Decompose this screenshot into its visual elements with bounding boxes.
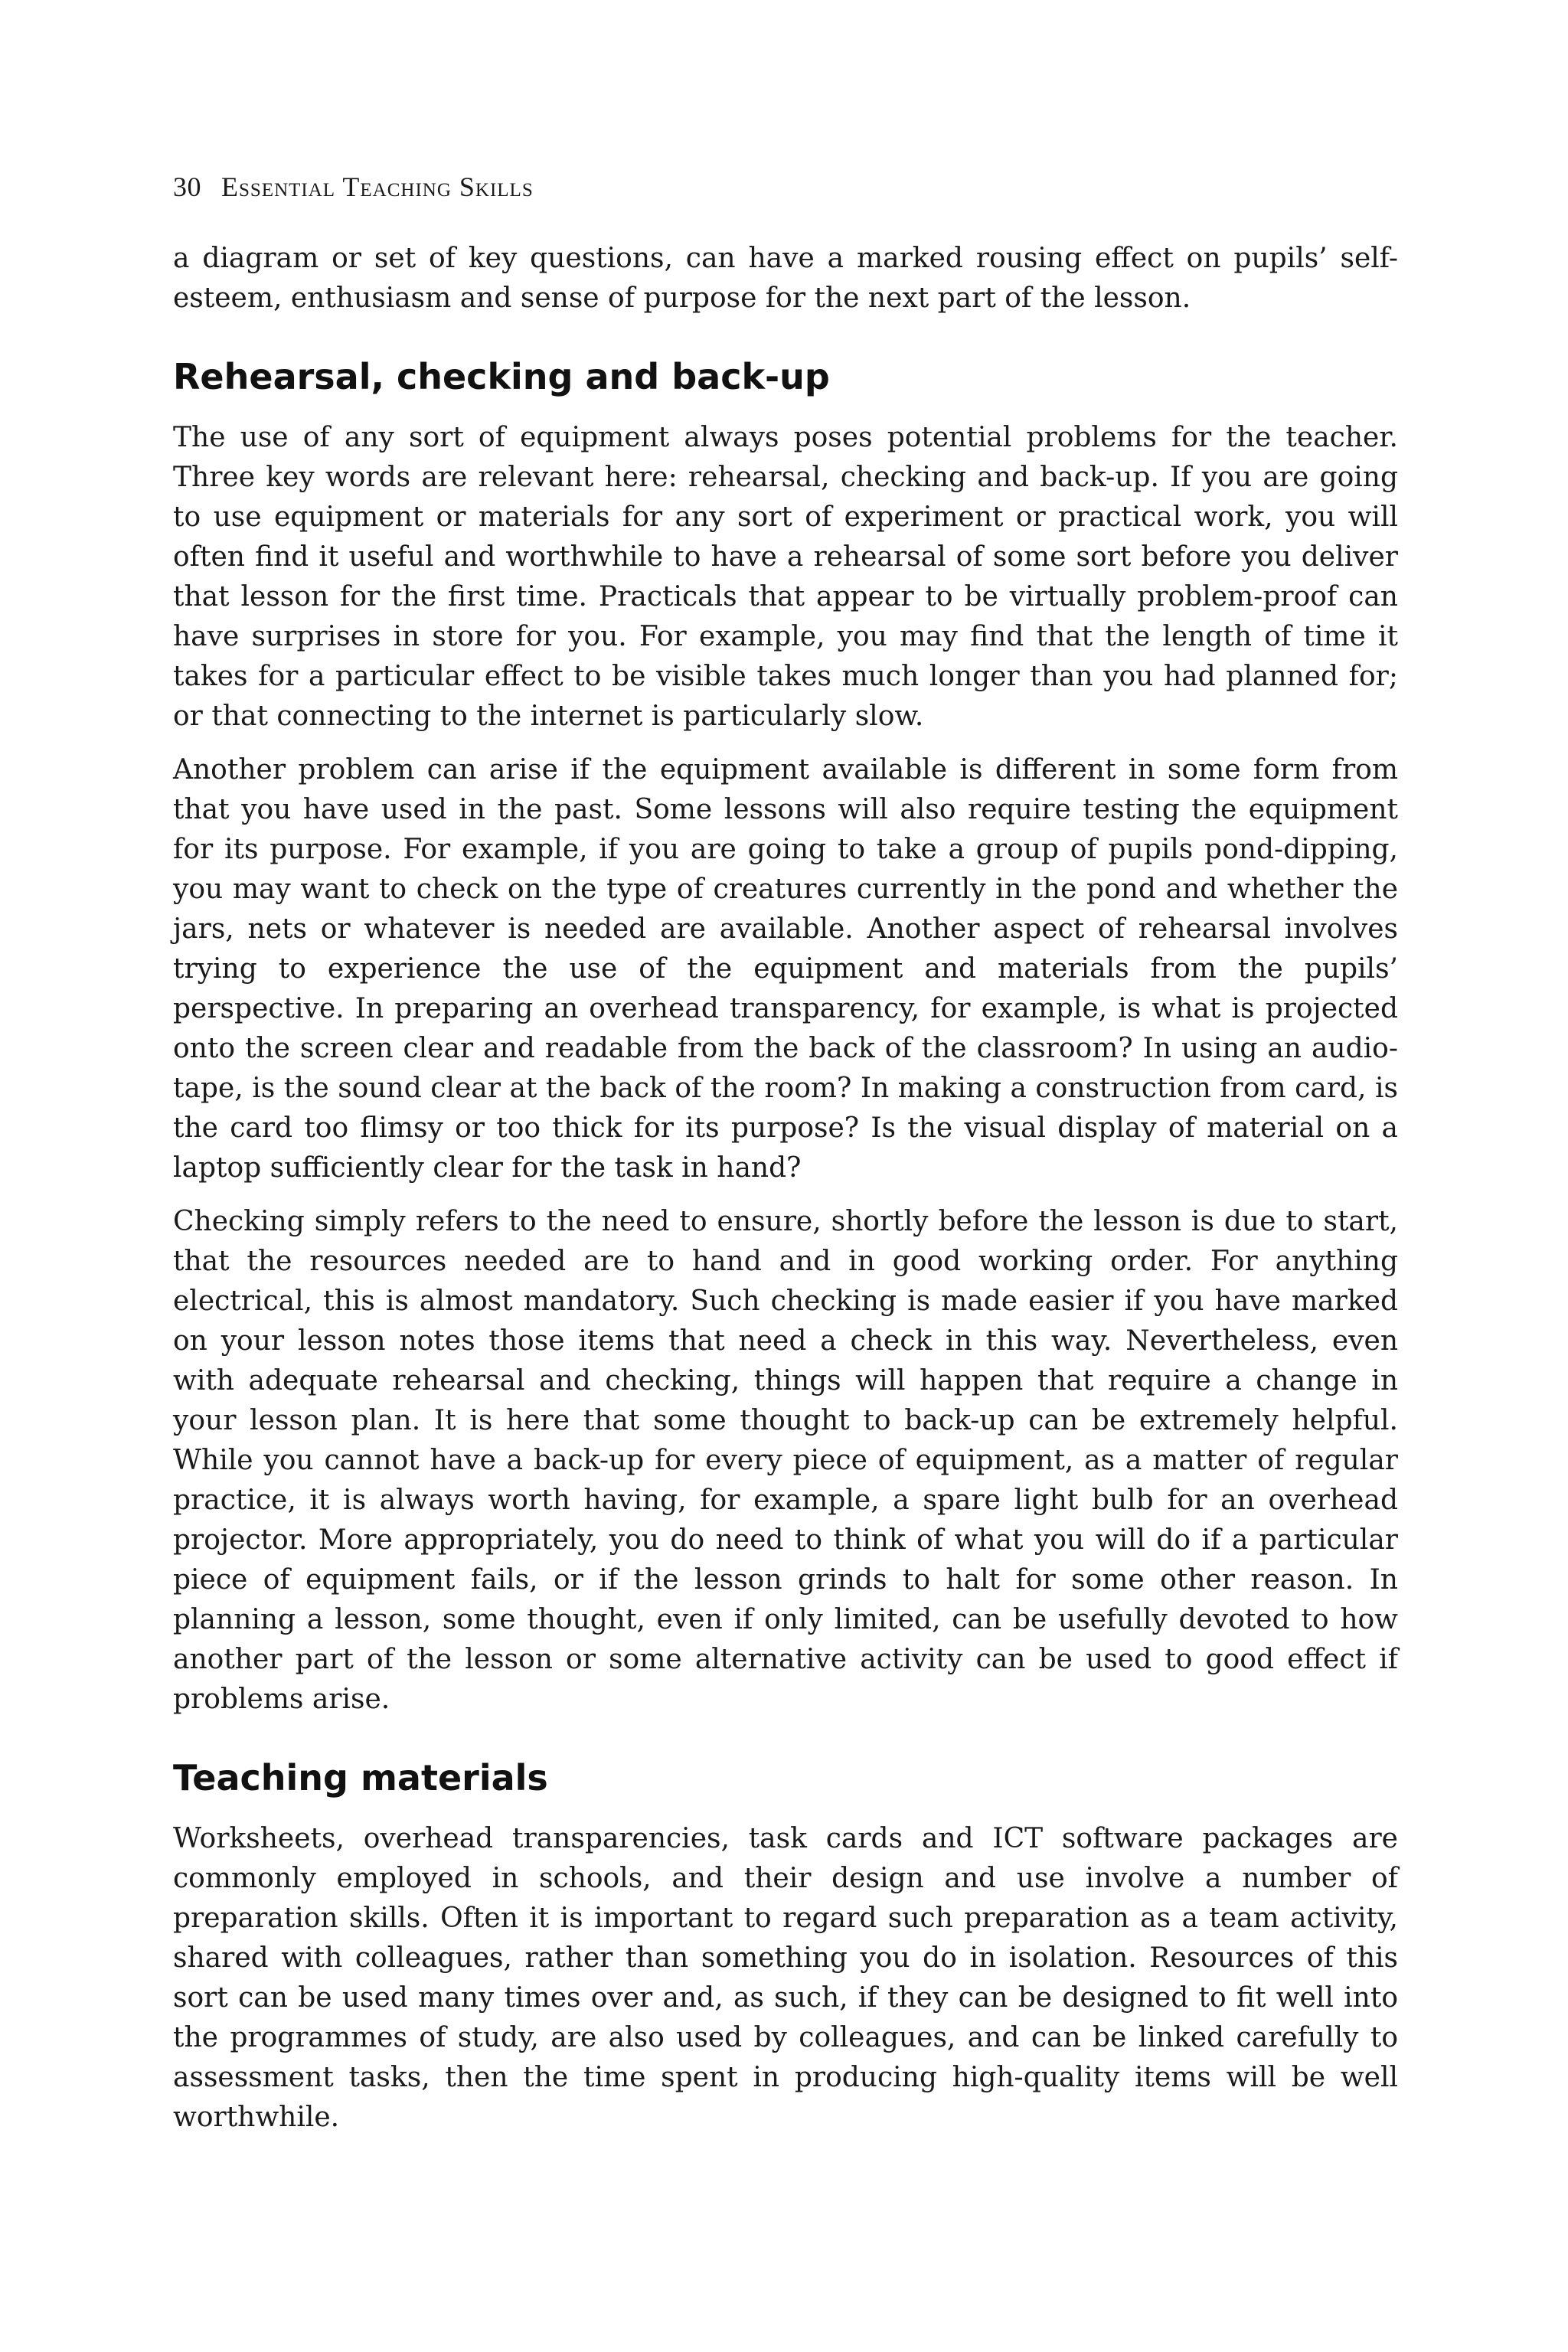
body-paragraph: Checking simply refers to the need to ensure, shortly before the lesson is due to start, that the resources needed are to hand and in good working order. For anything electrical, this is almost mandatory. Such checking is made easier if you have marked on your lesson notes those items that need a check in this way. Nevertheless, even with adequate rehearsal and checking, things will happen that require a change in your lesson plan. It is here that some thought to back-up can be extremely helpful. While you cannot have a back-up for every piece of equipment, as a matter of regular practice, it is always worth having, for example, a spare light bulb for an overhead projector. More appropriately, you do need to think of what you will do if a particular piece of equipment fails, or if the lesson grinds to halt for some other reason. In planning a lesson, some thought, even if only limited, can be usefully devoted to how another part of the lesson or some alternative activity can be used to good effect if problems arise. (173, 1206, 1398, 1715)
intro-paragraph: a diagram or set of key questions, can have a marked rousing effect on pupils’ self-esteem, enthusiasm and sense of purpose for the next part of the lesson. (173, 243, 1398, 314)
section-heading-rehearsal: Rehearsal, checking and back-up (173, 356, 830, 397)
book-title: Essential Teaching Skills (221, 172, 534, 202)
body-paragraph: Worksheets, overhead transparencies, task cards and ICT software packages are commonly employed in schools, and their design and use involve a number of preparation skills. Often it is important to regard such preparation as a team activity, shared with colleagues, rather than something you do in isolation. Resources of this sort can be used many times over and, as such, if they can be designed to fit well into the programmes of study, are also used by colleagues, and can be linked carefully to assessment tasks, then the time spent in producing high-quality items will be well worthwhile. (173, 1823, 1398, 2133)
page-number: 30 (173, 172, 201, 202)
running-head (173, 170, 1398, 204)
book-page (173, 170, 1398, 2151)
body-paragraph: Another problem can arise if the equipment available is different in some form from that you have used in the past. Some lessons will also require testing the equipment for its purpose. For example, if you are going to take a group of pupils pond-dipping, you may want to check on the type of creatures currently in the pond and whether the jars, nets or whatever is needed are available. Another aspect of rehearsal involves trying to experience the use of the equipment and materials from the pupils’ perspective. In preparing an overhead transparency, for example, is what is projected onto the screen clear and readable from the back of the classroom? In using an audio-tape, is the sound clear at the back of the room? In making a construction from card, is the card too flimsy or too thick for its purpose? Is the visual display of material on a laptop sufficiently clear for the task in hand? (173, 754, 1398, 1184)
section-heading-teaching-materials: Teaching materials (173, 1757, 548, 1798)
body-paragraph: The use of any sort of equipment always poses potential problems for the teacher. Three key words are relevant here: rehearsal, checking and back-up. If you are going to use equipment or materials for any sort of experiment or practical work, you will often find it useful and worthwhile to have a rehearsal of some sort before you deliver that lesson for the first time. Practicals that appear to be virtually problem-proof can have surprises in store for you. For example, you may find that the length of time it takes for a particular effect to be visible takes much longer than you had planned for; or that connecting to the internet is particularly slow. (173, 422, 1398, 732)
